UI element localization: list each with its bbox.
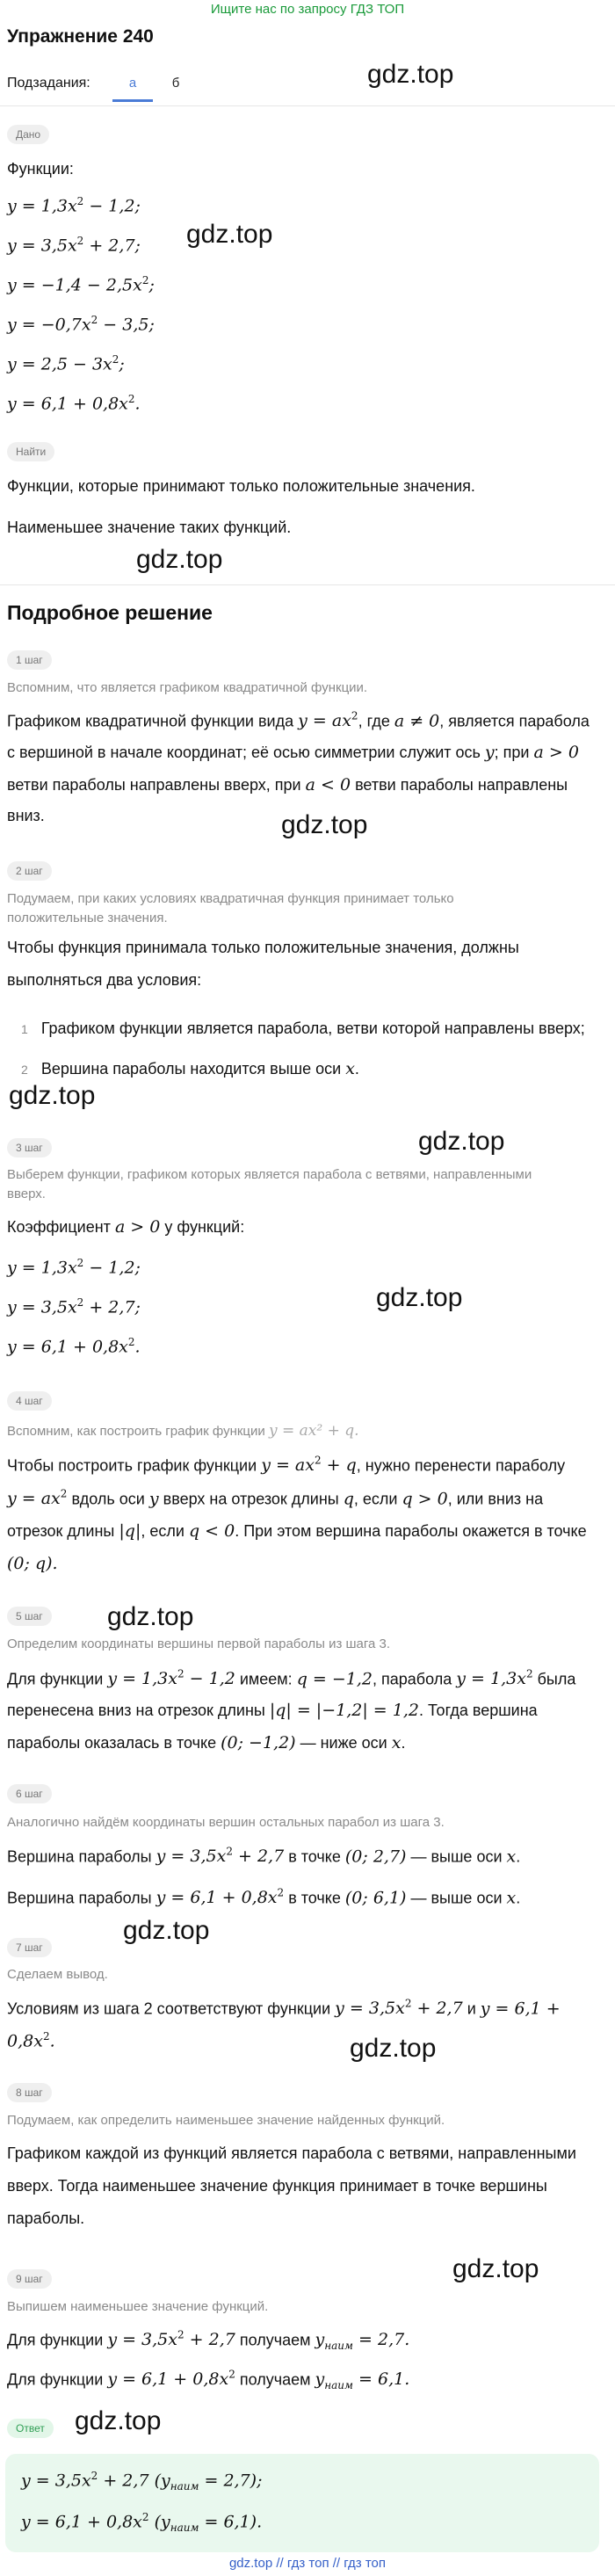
given-function: $y = -0,7x^2 - 3,5$; — [7, 314, 155, 335]
step-text: перенесена вниз на отрезок длины |q| = |−1,2| = 1,2. Тогда вершина — [7, 1701, 538, 1720]
given-function: $y = 6,1 + 0,8x^2$. — [7, 393, 141, 414]
find-pill: Найти — [7, 442, 54, 461]
watermark: gdz.top — [136, 545, 223, 574]
step-text: Вершина параболы $y = 6,1 + 0,8x^2$ в точке (0; 6,1) — выше оси x. — [7, 1887, 521, 1908]
given-function: $y = 3,5x^2 + 2,7$; — [7, 235, 141, 256]
watermark: gdz.top — [281, 810, 368, 839]
watermark: gdz.top — [123, 1916, 210, 1945]
step-text: Графиком квадратичной функции вида $y = ax^2$, где a ≠ 0, является парабола — [7, 710, 590, 731]
step-pill: 7 шаг — [7, 1938, 52, 1957]
watermark: gdz.top — [376, 1283, 463, 1312]
step-pill: 5 шаг — [7, 1607, 52, 1626]
answer-line: $y = 3,5x^2 + 2,7$ $(y_{наим} = 2,7)$; — [21, 2470, 263, 2493]
step-text: Коэффициент a > 0 у функций: — [7, 1217, 245, 1237]
step-text: с вершиной в начале координат; её осью симметрии служит ось y; при a > 0 — [7, 743, 579, 762]
watermark: gdz.top — [452, 2254, 539, 2283]
step-text: выполняться два условия: — [7, 971, 202, 989]
step-text: Для функции $y = 6,1 + 0,8x^2$ получаем $y_{наим} = 6,1$. — [7, 2369, 410, 2392]
step-hint: Подумаем, как определить наименьшее значение найденных функций. — [7, 2113, 445, 2128]
step-text: Чтобы функция принимала только положительные значения, должны — [7, 939, 519, 956]
solution-title: Подробное решение — [7, 601, 213, 624]
step-hint: положительные значения. — [7, 911, 168, 925]
step-pill: 4 шаг — [7, 1391, 52, 1411]
step-pill: 2 шаг — [7, 861, 52, 881]
step-pill: 1 шаг — [7, 650, 52, 670]
divider — [0, 105, 615, 106]
selected-function: $y = 3,5x^2 + 2,7$; — [7, 1296, 141, 1317]
watermark: gdz.top — [367, 60, 454, 89]
given-function: $y = -1,4 - 2,5x^2$; — [7, 274, 155, 295]
page-title: Упражнение 240 — [7, 26, 154, 47]
step-hint: вверх. — [7, 1186, 46, 1201]
step-text: параболы оказалась в точке (0; −1,2) — ниже оси x. — [7, 1733, 406, 1752]
step-text: ветви параболы направлены вверх, при a < 0 ветви параболы направлены — [7, 775, 568, 795]
step-hint: Выберем функции, графиком которых является парабола с ветвями, направленными — [7, 1167, 532, 1182]
condition-item: 1 Графиком функции является парабола, ветви которой направлены вверх; — [21, 1020, 585, 1037]
selected-function: $y = 1,3x^2 - 1,2$; — [7, 1257, 141, 1278]
answer-pill: Ответ — [7, 2419, 54, 2438]
watermark: gdz.top — [107, 1602, 194, 1631]
step-hint: Сделаем вывод. — [7, 1967, 108, 1982]
step-text: Графиком каждой из функций является парабола с ветвями, направленными — [7, 2144, 576, 2162]
step-hint: Подумаем, при каких условиях квадратичная функция принимает только — [7, 891, 454, 906]
subtasks-label: Подзадания: — [7, 76, 90, 91]
footer-links[interactable]: gdz.top // гдз топ // гдз топ — [228, 2556, 387, 2571]
top-banner[interactable]: Ищите нас по запросу ГДЗ ТОП — [210, 2, 405, 17]
watermark: gdz.top — [418, 1127, 505, 1156]
step-hint: Вспомним, что является графиком квадратичной функции. — [7, 680, 368, 695]
step-pill: 3 шаг — [7, 1138, 52, 1157]
watermark: gdz.top — [186, 220, 273, 249]
step-hint: Вспомним, как построить график функции y = ax² + q. — [7, 1422, 359, 1440]
step-pill: 8 шаг — [7, 2083, 52, 2102]
condition-item: 2 Вершина параболы находится выше оси x. — [21, 1059, 359, 1078]
step-text: (0; q). — [7, 1554, 58, 1573]
tab-a[interactable]: а — [128, 76, 137, 91]
step-text: Вершина параболы $y = 3,5x^2 + 2,7$ в точке (0; 2,7) — выше оси x. — [7, 1846, 521, 1867]
step-hint: Определим координаты вершины первой параболы из шага 3. — [7, 1636, 391, 1651]
step-text: Для функции $y = 1,3x^2 - 1,2$ имеем: q = −1,2, парабола $y = 1,3x^2$ была — [7, 1668, 576, 1689]
step-text: вниз. — [7, 807, 45, 824]
watermark: gdz.top — [350, 2034, 437, 2063]
step-text: $y = ax^2$ вдоль оси y вверх на отрезок длины q, если q > 0, или вниз на — [7, 1488, 544, 1509]
tab-b[interactable]: б — [171, 76, 180, 91]
divider — [0, 584, 615, 585]
step-hint: Выпишем наименьшее значение функций. — [7, 2299, 269, 2314]
step-hint: Аналогично найдём координаты вершин остальных парабол из шага 3. — [7, 1815, 445, 1830]
watermark: gdz.top — [75, 2406, 162, 2435]
step-text: Для функции $y = 3,5x^2 + 2,7$ получаем $y_{наим} = 2,7$. — [7, 2329, 410, 2353]
find-line: Функции, которые принимают только положительные значения. — [7, 477, 475, 495]
step-text: $0,8x^2$. — [7, 2030, 55, 2051]
step-text: Условиям из шага 2 соответствуют функции $y = 3,5x^2 + 2,7$ и y = 6,1 + — [7, 1998, 561, 2019]
step-pill: 9 шаг — [7, 2269, 52, 2289]
step-text: Чтобы построить график функции $y = ax^2 + q$, нужно перенести параболу — [7, 1455, 566, 1476]
watermark: gdz.top — [9, 1081, 96, 1110]
active-tab-indicator — [112, 99, 153, 102]
step-text: параболы. — [7, 2210, 85, 2227]
given-intro: Функции: — [7, 160, 74, 178]
given-function: $y = 2,5 - 3x^2$; — [7, 353, 125, 374]
answer-box — [5, 2454, 599, 2552]
step-text: отрезок длины |q|, если q < 0. При этом вершина параболы окажется в точке — [7, 1521, 587, 1541]
answer-line: $y = 6,1 + 0,8x^2$ $(y_{наим} = 6,1)$. — [21, 2511, 263, 2535]
given-function: $y = 1,3x^2 - 1,2$; — [7, 195, 141, 216]
step-pill: 6 шаг — [7, 1784, 52, 1803]
step-text: вверх. Тогда наименьшее значение функция принимает в точке вершины — [7, 2177, 547, 2195]
given-pill: Дано — [7, 125, 49, 144]
find-line: Наименьшее значение таких функций. — [7, 519, 292, 536]
selected-function: $y = 6,1 + 0,8x^2$. — [7, 1336, 141, 1357]
